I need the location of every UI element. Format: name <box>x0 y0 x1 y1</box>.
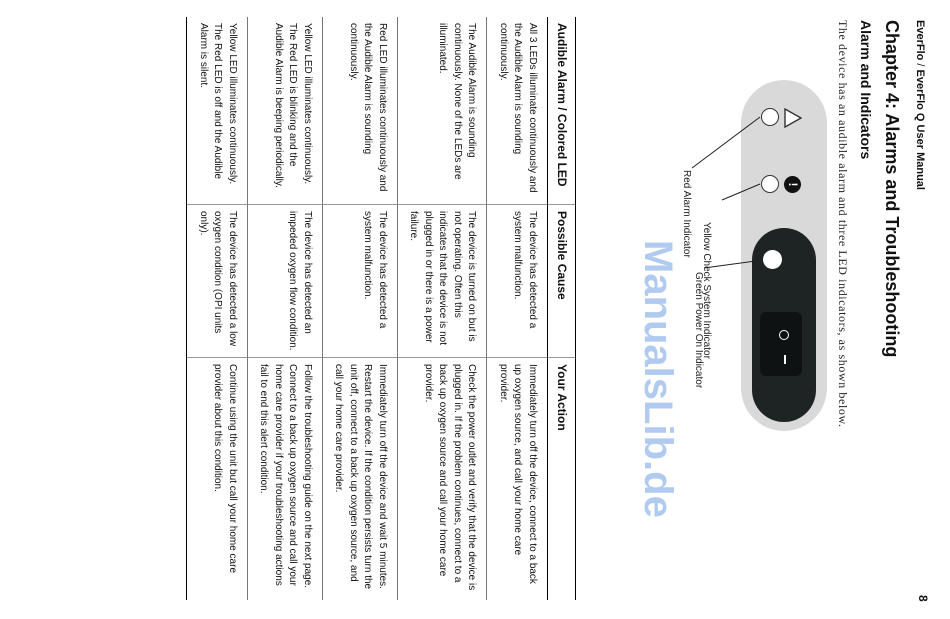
cause-cell: The device has detected an impeded oxygen flow condition. <box>247 205 322 358</box>
page-number: 8 <box>916 595 930 602</box>
header-suffix: User Manual <box>914 121 926 190</box>
callout-lines <box>550 0 950 619</box>
action-cell: Immediately turn off the device, connect to a back up oxygen source, and call your home care provider. <box>487 358 548 601</box>
watermark: ManualsLib.de <box>636 240 680 518</box>
table-row <box>487 17 548 600</box>
action-cell: Immediately turn off the device and wait 5 minutes. Restart the device. If the condition persists turn the unit off, connect to a back up oxygen source, and call your home care provider. <box>322 358 397 601</box>
header-cause: Possible Cause <box>547 205 575 358</box>
cause-cell: The device has detected a low oxygen condition (OPI units only). <box>187 205 248 358</box>
alarm-cell: Red LED illuminates continuously and the Audible Alarm is sounding continuously. <box>322 17 397 205</box>
alarm-cell: Yellow LED illuminates continuously. The Red LED is blinking and the Audible Alarm is beeping periodically. <box>247 17 322 205</box>
cause-cell: The device has detected a system malfunction. <box>487 205 548 358</box>
action-cell: Follow the troubleshooting guide on the next page. Connect to a back up oxygen source and call your home care provider if your troubleshooting actions fail to end this alert condition. <box>247 358 322 601</box>
section-title: Alarm and Indicators <box>858 20 874 160</box>
alarm-cell: All 3 LEDs illuminate continuously and the Audible Alarm is sounding continuously. <box>487 17 548 205</box>
table-row <box>247 17 322 600</box>
header-alarm: Audible Alarm / Colored LED <box>547 17 575 205</box>
brand-everflo: EverFlo <box>914 20 926 61</box>
action-cell: Continue using the unit but call your home care provider about this condition. <box>187 358 248 601</box>
header-action: Your Action <box>547 358 575 601</box>
action-cell: Check the power outlet and verify that the device is plugged in. If the problem continues, connect to a back up oxygen source and call your home care provider. <box>397 358 487 601</box>
red-alarm-callout: Red Alarm Indicator <box>681 170 692 258</box>
table-header-row <box>547 17 575 600</box>
header-separator: / <box>914 60 926 70</box>
cause-cell: The device is turned on but is not operating. Often this indicates that the device is not plugged in or there is a power failure. <box>397 205 487 358</box>
alarm-cell: The Audible Alarm is sounding continuously. None of the LEDs are illuminated. <box>397 17 487 205</box>
table-row <box>322 17 397 600</box>
yellow-check-callout: Yellow Check System Indicator <box>701 222 712 359</box>
chapter-title: Chapter 4: Alarms and Troubleshooting <box>882 20 902 358</box>
brand-everflo-q: EverFlo Q <box>914 69 926 122</box>
intro-text: The device has an audible alarm and three LED indicators, as shown below. <box>836 20 850 428</box>
alarm-cell: Yellow LED illuminates continuously. The Red LED is off and the Audible Alarm is silent. <box>187 17 248 205</box>
table-row <box>187 17 248 600</box>
alarm-table <box>186 17 576 600</box>
exclamation-icon: ! <box>784 176 801 193</box>
table-row <box>397 17 487 600</box>
green-power-callout: Green Power On Indicator <box>693 272 704 389</box>
cause-cell: The device has detected a system malfunction. <box>322 205 397 358</box>
